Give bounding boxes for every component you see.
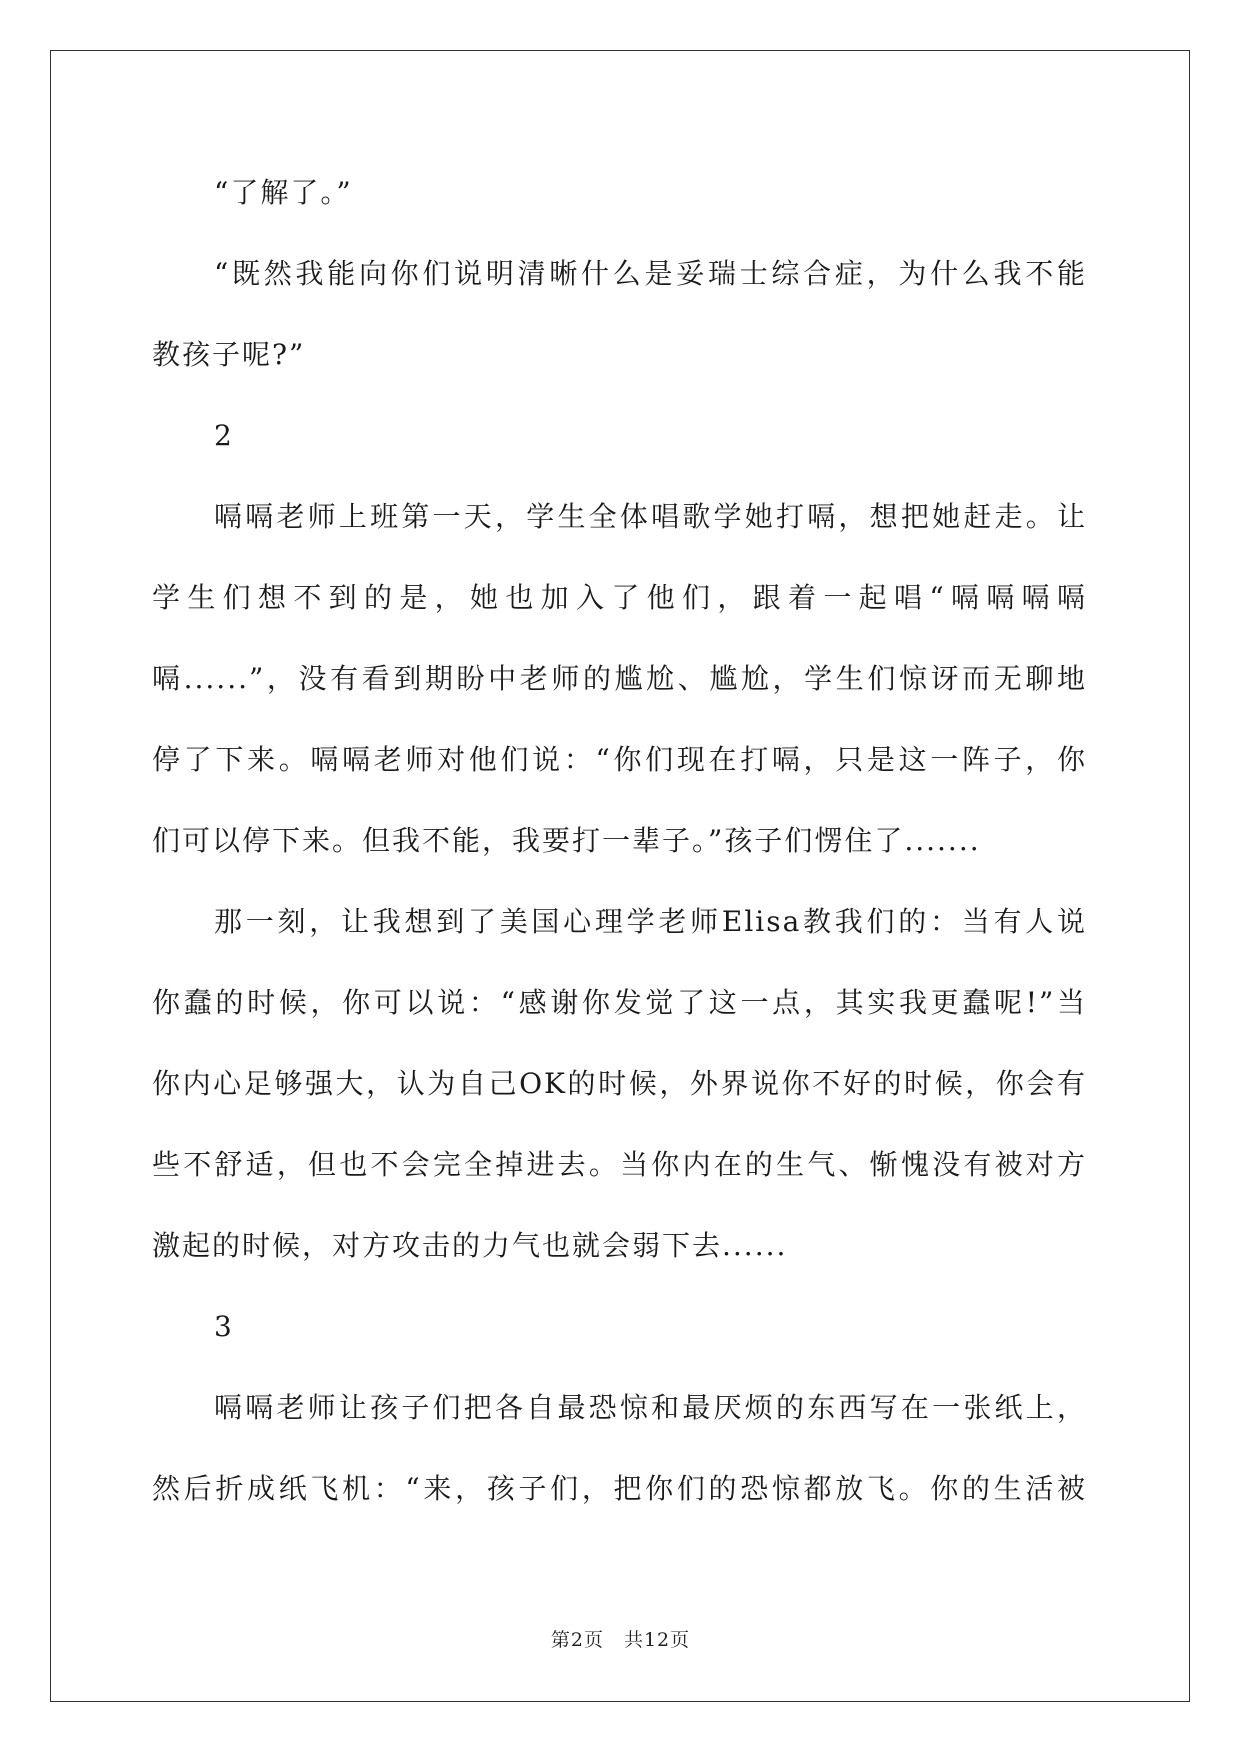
- text-line: 激起的时候，对方攻击的力气也就会弱下去......: [152, 1229, 788, 1262]
- text-line: 学生们想不到的是，她也加入了他们，跟着一起唱“嗝嗝嗝嗝: [152, 581, 1087, 614]
- text-line: 些不舒适，但也不会完全掉进去。当你内在的生气、惭愧没有被对方: [152, 1148, 1087, 1181]
- text-line: 嗝......”，没有看到期盼中老师的尴尬、尴尬，学生们惊讶而无聊地: [152, 662, 1087, 695]
- text-line: 嗝嗝老师让孩子们把各自最恐惊和最厌烦的东西写在一张纸上，: [214, 1391, 1087, 1424]
- text-line: “了解了。”: [214, 176, 353, 209]
- text-line: 3: [214, 1310, 234, 1343]
- text-line: 们可以停下来。但我不能，我要打一辈子。”孩子们愣住了.......: [152, 824, 981, 857]
- text-line: 停了下来。嗝嗝老师对他们说：“你们现在打嗝，只是这一阵子，你: [152, 743, 1087, 776]
- document-body: [152, 152, 1087, 1529]
- text-line: “既然我能向你们说明清晰什么是妥瑞士综合症，为什么我不能: [214, 257, 1087, 290]
- text-line: 2: [214, 419, 234, 452]
- text-line: 教孩子呢?”: [152, 338, 306, 371]
- text-line: 那一刻，让我想到了美国心理学老师Elisa教我们的：当有人说: [214, 905, 1087, 938]
- text-line: 你蠢的时候，你可以说：“感谢你发觉了这一点，其实我更蠢呢!”当: [152, 986, 1087, 1019]
- page-number-footer: 第2页 共12页: [550, 1629, 691, 1651]
- text-line: 你内心足够强大，认为自己OK的时候，外界说你不好的时候，你会有: [152, 1067, 1087, 1100]
- text-line: 嗝嗝老师上班第一天，学生全体唱歌学她打嗝，想把她赶走。让: [214, 500, 1087, 533]
- text-line: 然后折成纸飞机：“来，孩子们，把你们的恐惊都放飞。你的生活被: [152, 1472, 1087, 1505]
